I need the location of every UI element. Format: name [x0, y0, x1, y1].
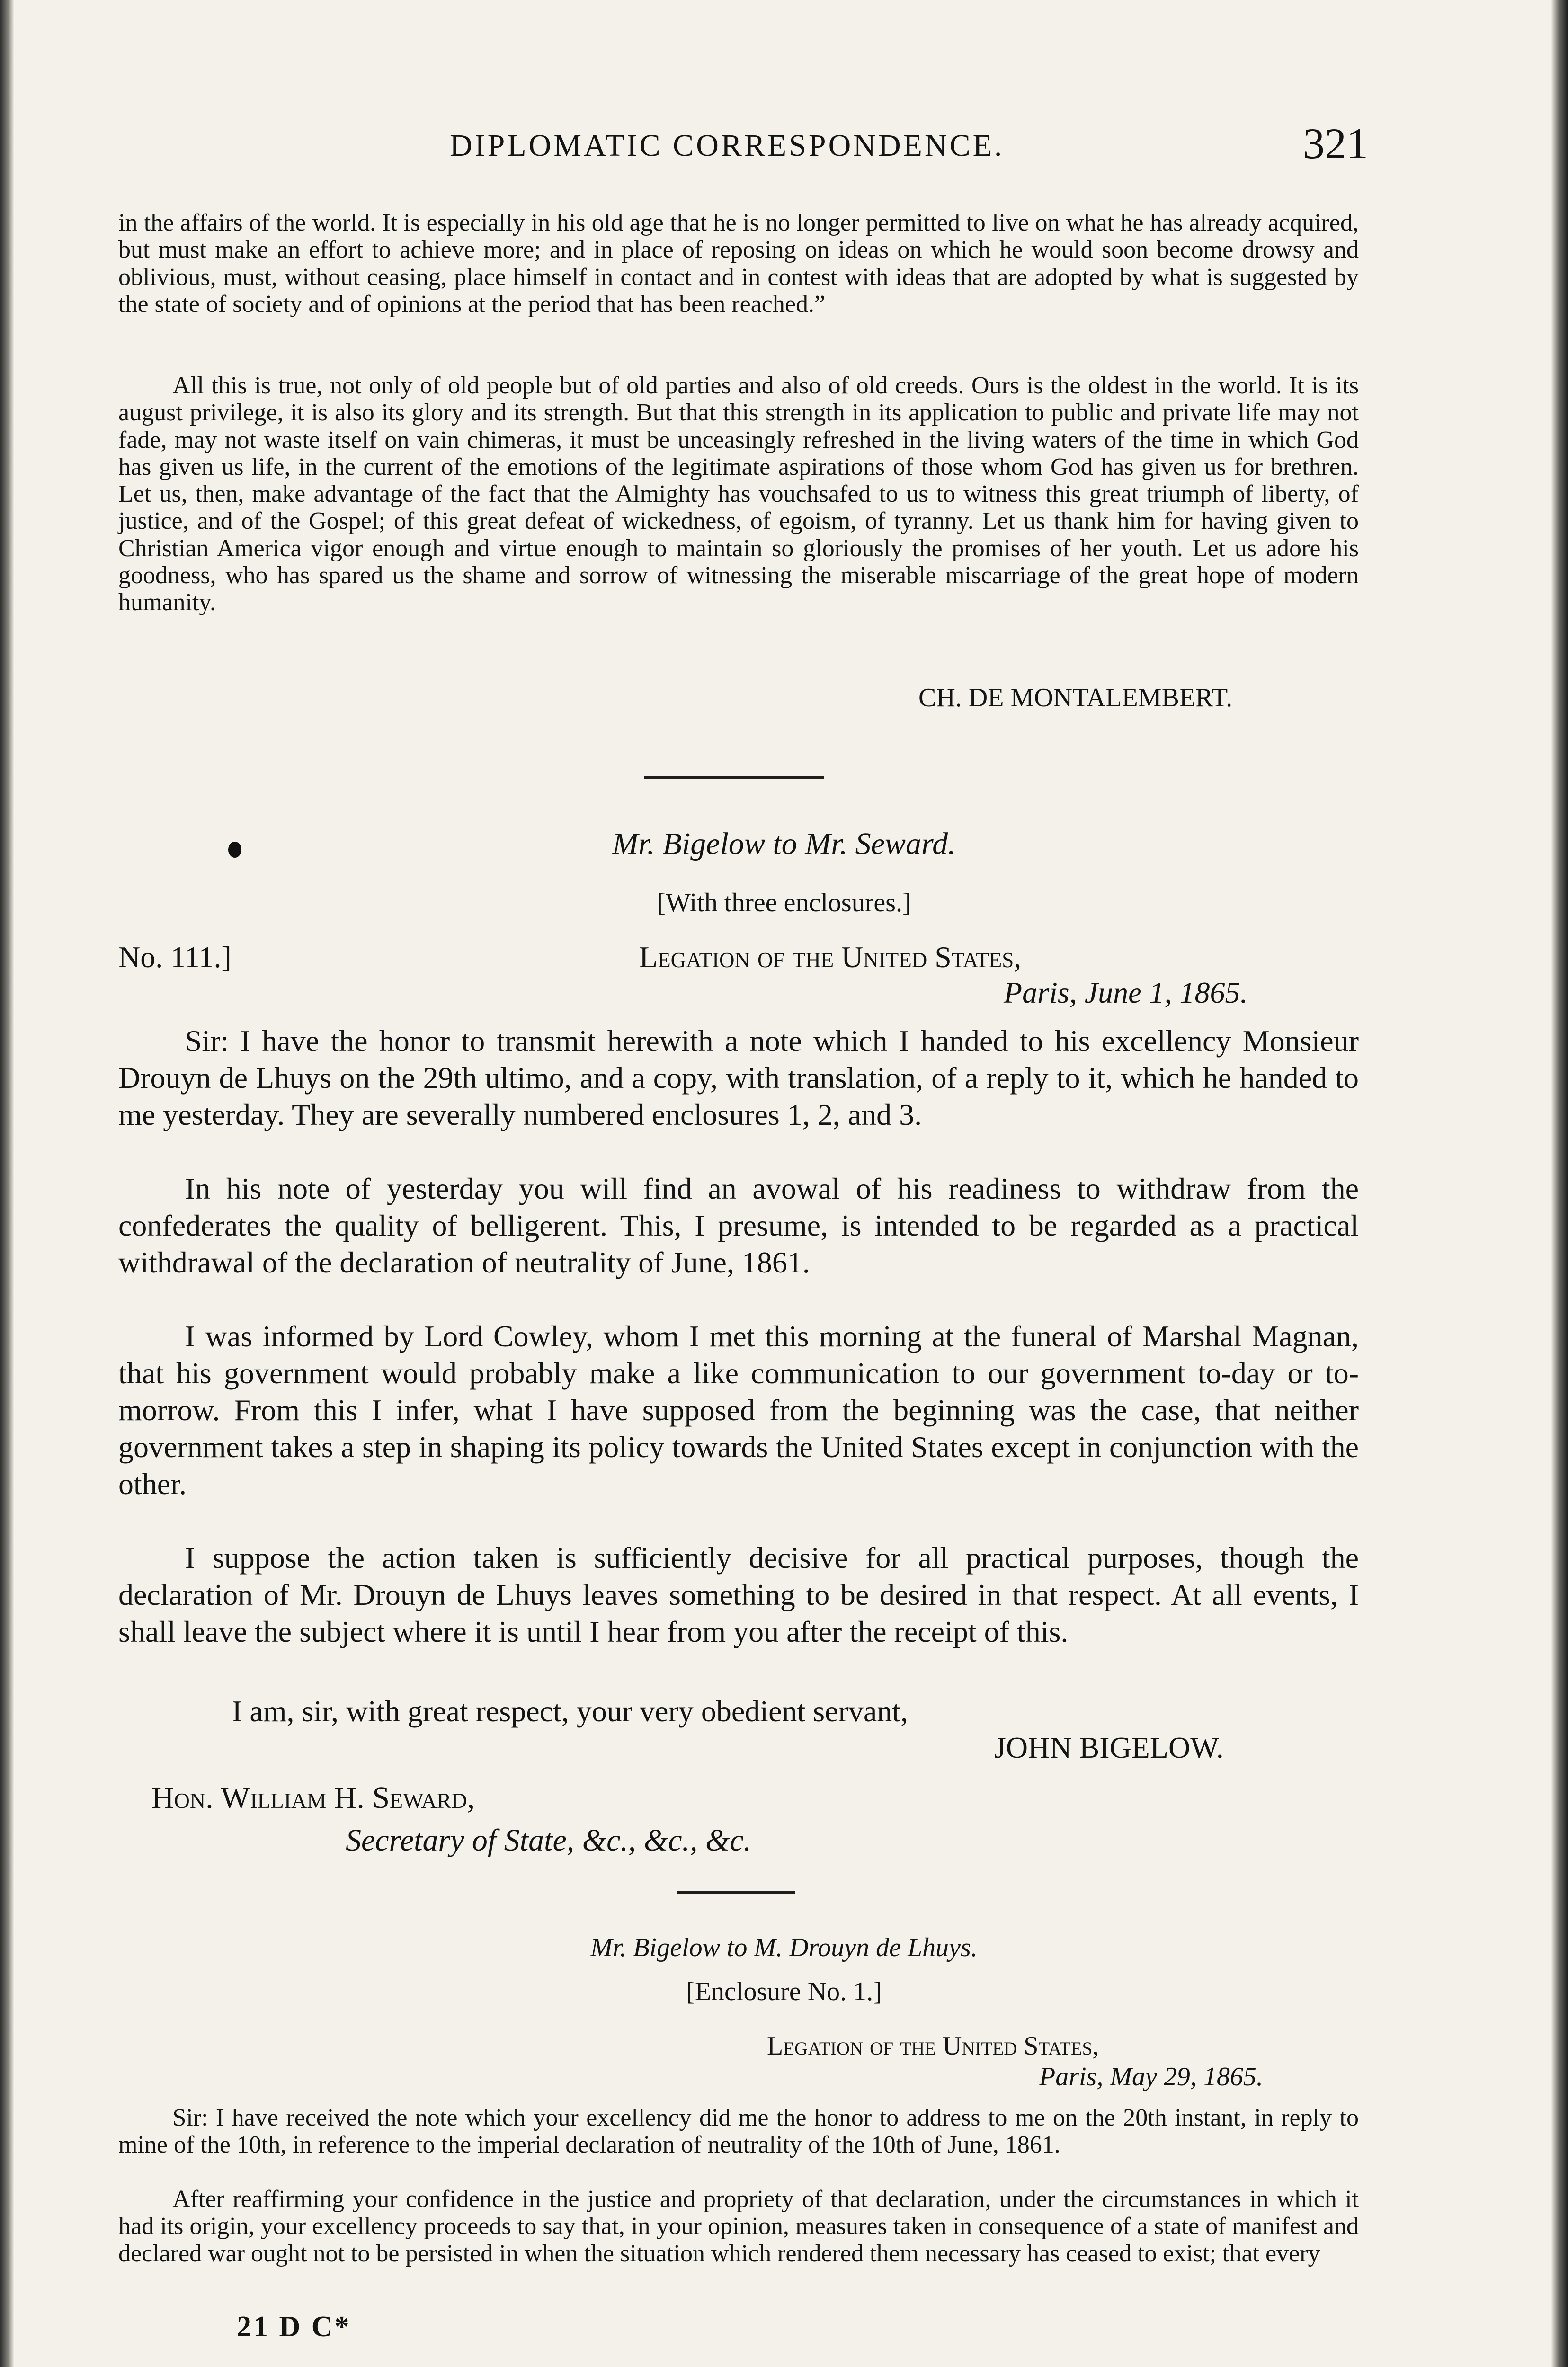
signature-mark: 21 D C* — [237, 2311, 351, 2343]
letter1-signature: JOHN BIGELOW. — [994, 1731, 1224, 1764]
montalembert-paragraph-1: in the affairs of the world. It is especially in his old age that he is no longer permitted to live on what he has already acquired, but must make an effort to achieve more; and in place of reposing on ideas on which he would soon become drowsy and oblivious, must, without ceasing, place himself in contact and in contest with ideas that are adopted by what is suggested by the state of society and of opinions at the period that has been reached.” — [118, 209, 1359, 318]
letter1-paragraph-3: I was informed by Lord Cowley, whom I met this morning at the funeral of Marshal Magnan, that his government would probably make a like communication to our government to-day or to-morrow. From this I infer, what I have supposed from the beginning was the case, that neither government takes a step in shaping its policy towards the United States except in conjunction with the other. — [118, 1319, 1359, 1501]
letter1-place-date: Paris, June 1, 1865. — [1004, 976, 1248, 1009]
letter2-paragraph-2: After reaffirming your confidence in the justice and propriety of that declaration, under the circumstances in which it had its origin, your excellency proceeds to say that, in your opinion, measures taken in consequence of a state of manifest and declared war ought not to be persisted in when the situation which rendered them necessary has ceased to exist; that every — [118, 2186, 1359, 2267]
letter1-enclosures-note: [With three enclosures.] — [657, 888, 911, 917]
letter1-addressee-title: Secretary of State, &c., &c., &c. — [346, 1823, 752, 1858]
letter1-legation: Legation of the United States, — [639, 940, 1022, 974]
letter1-paragraph-2: In his note of yesterday you will find an avowal of his readiness to withdraw from the confederates the quality of belligerent. This, I presume, is intended to be regarded as a practical withdrawal of the declaration of neutrality of June, 1861. — [118, 1172, 1359, 1279]
letter1-closing: I am, sir, with great respect, your very obedient servant, — [232, 1694, 909, 1728]
running-head: DIPLOMATIC CORRESPONDENCE. — [450, 128, 1005, 163]
letter2-title: Mr. Bigelow to M. Drouyn de Lhuys. — [590, 1933, 978, 1962]
montalembert-paragraph-2: All this is true, not only of old people but of old parties and also of old creeds. Ours is the oldest in the world. It is its august privilege, it is also its glory and its strength. But that this strength in its application to public and private life may not fade, may not waste itself on vain chimeras, it must be unceasingly refreshed in the living waters of the time in which God has given us life, in the current of the emotions of the legitimate aspirations of those whom God has given us for brethren. Let us, then, make advantage of the fact that the Almighty has vouchsafed to us to witness this great triumph of liberty, of justice, and of the Gospel; of this great defeat of wickedness, of egoism, of tyranny. Let us thank him for having given to Christian America vigor enough and virtue enough to maintain so gloriously the promises of her youth. Let us adore his goodness, who has spared us the shame and sorrow of witnessing the miserable miscarriage of the great hope of modern humanity. — [118, 372, 1359, 616]
letter1-paragraph-4: I suppose the action taken is sufficiently decisive for all practical purposes, though the declaration of Mr. Drouyn de Lhuys leaves something to be desired in that respect. At all events, I shall leave the subject where it is until I hear from you after the receipt of this. — [118, 1541, 1359, 1648]
page-header — [450, 118, 1368, 170]
letter1-paragraph-1: Sir: I have the honor to transmit herewith a note which I handed to his excellency Monsieur Drouyn de Lhuys on the 29th ultimo, and a copy, with translation, of a reply to it, which he handed to me yesterday. They are severally numbered enclosures 1, 2, and 3. — [118, 1024, 1359, 1131]
letter1-addressee-name: Hon. William H. Seward, — [151, 1780, 475, 1815]
letter2-paragraph-1: Sir: I have received the note which your excellency did me the honor to address to me on the 20th instant, in reply to mine of the 10th, in reference to the imperial declaration of neutrality of the 10th of June, 1861. — [118, 2104, 1359, 2159]
letter1-title: Mr. Bigelow to Mr. Seward. — [612, 827, 956, 861]
page-edge-shadow-left — [0, 0, 14, 2367]
section-divider-1 — [644, 776, 824, 779]
section-divider-2 — [677, 1891, 795, 1894]
letter2-enclosure-label: [Enclosure No. 1.] — [686, 1977, 882, 2006]
page-edge-shadow-right — [1551, 0, 1568, 2367]
letter1-number: No. 111.] — [118, 940, 232, 974]
page-number: 321 — [1303, 119, 1368, 168]
letter2-legation: Legation of the United States, — [767, 2031, 1099, 2061]
montalembert-signature: CH. DE MONTALEMBERT. — [918, 683, 1233, 712]
letter2-place-date: Paris, May 29, 1865. — [1039, 2062, 1263, 2091]
